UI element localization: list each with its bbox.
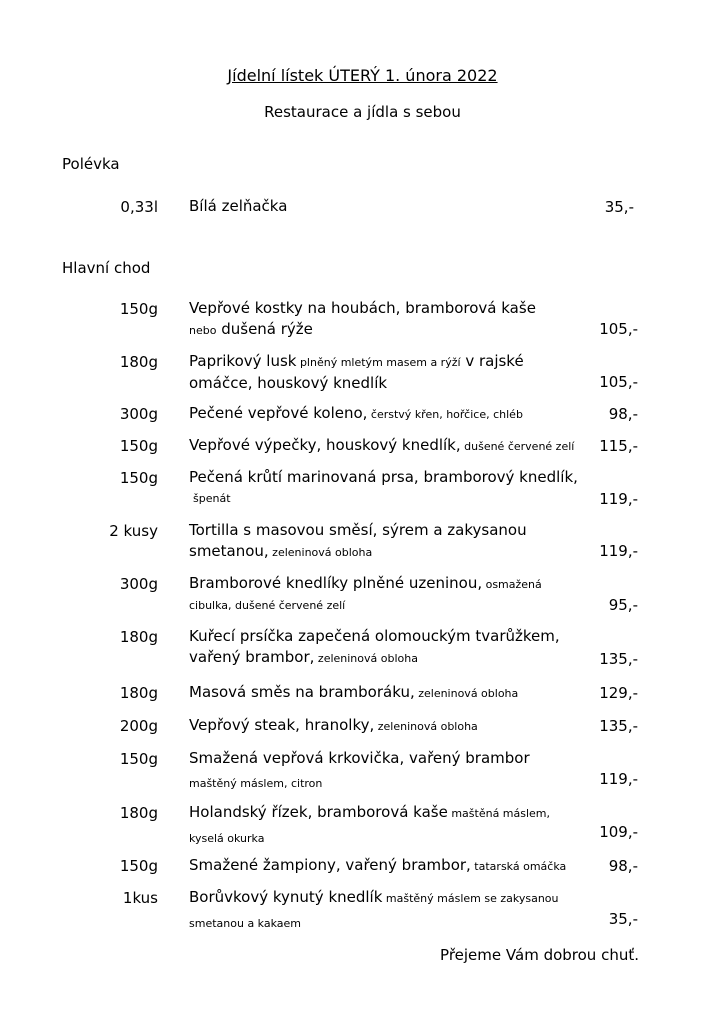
item-name [189, 715, 589, 737]
item-name-note: čerstvý křen, hořčice, chléb [367, 408, 523, 421]
item-name [189, 748, 589, 794]
item-name-main: Vepřové výpečky, houskový knedlík, [189, 436, 461, 454]
item-price: 129,- [599, 684, 638, 702]
item-quantity: 150g [119, 469, 158, 487]
item-name-note: tatarská omáčka [470, 860, 567, 873]
item-name-main: smetanou, [189, 542, 269, 560]
item-name-line2 [189, 541, 589, 563]
item-name-main: Smažená vepřová krkovička, vařený brambor [189, 749, 530, 767]
item-quantity: 200g [119, 717, 158, 735]
item-name-main: vařený brambor, [189, 648, 315, 666]
item-name-note: kyselá okurka [189, 832, 265, 845]
item-name [189, 802, 589, 849]
item-price: 115,- [599, 437, 638, 455]
item-name-main: v rajské [460, 352, 524, 370]
menu-subtitle: Restaurace a jídla s sebou [264, 103, 461, 121]
item-price: 135,- [599, 717, 638, 735]
item-price: 119,- [599, 490, 638, 508]
item-quantity: 150g [119, 857, 158, 875]
item-price: 135,- [599, 650, 638, 668]
item-name-note: maštěná máslem, [447, 807, 551, 820]
item-price: 105,- [599, 320, 638, 338]
item-price: 119,- [599, 542, 638, 560]
item-name [189, 682, 589, 704]
soup-heading: Polévka [62, 155, 120, 173]
item-name-main: Tortilla s masovou směsí, sýrem a zakysanou [189, 521, 527, 539]
item-quantity: 150g [119, 300, 158, 318]
item-name-main: Kuřecí prsíčka zapečená olomouckým tvarůžkem, [189, 627, 560, 645]
item-name: Bílá zelňačka [189, 197, 288, 215]
item-quantity: 180g [119, 628, 158, 646]
item-quantity: 150g [119, 437, 158, 455]
item-name [189, 435, 589, 457]
item-name-note: nebo [189, 324, 217, 337]
item-name-note: zeleninová obloha [374, 720, 478, 733]
item-quantity: 180g [119, 804, 158, 822]
item-name-note: zeleninová obloha [314, 652, 418, 665]
item-name-note: maštěný máslem se zakysanou [382, 892, 559, 905]
item-name [189, 403, 589, 425]
item-price: 105,- [599, 373, 638, 391]
footer-wish: Přejeme Vám dobrou chuť. [440, 946, 639, 964]
item-quantity: 1kus [122, 889, 158, 907]
item-quantity: 180g [119, 353, 158, 371]
item-price: 98,- [608, 405, 638, 423]
item-name-line2 [189, 319, 589, 341]
item-quantity: 150g [119, 750, 158, 768]
item-name-note: špenát [193, 492, 231, 505]
item-name [189, 351, 589, 394]
item-quantity: 2 kusy [109, 522, 158, 540]
item-price: 98,- [608, 857, 638, 875]
item-quantity: 180g [119, 684, 158, 702]
item-name-main: Vepřové kostky na houbách, bramborová kaše [189, 299, 536, 317]
item-name-note: maštěný máslem, citron [189, 777, 323, 790]
item-name-note: osmažená [482, 578, 542, 591]
item-name [189, 520, 589, 563]
main-heading: Hlavní chod [62, 259, 151, 277]
item-name-main: Vepřový steak, hranolky, [189, 716, 375, 734]
item-name-note: zeleninová obloha [268, 546, 373, 559]
item-name-note: smetanou a kakaem [189, 917, 301, 930]
item-quantity: 0,33l [120, 198, 158, 216]
item-price: 109,- [599, 823, 638, 841]
item-name-note: plněný mletým masem a rýží [296, 356, 461, 369]
item-name-note: cibulka, dušené červené zelí [189, 599, 346, 612]
item-name [189, 573, 589, 616]
item-price: 35,- [608, 910, 638, 928]
item-price: 35,- [604, 198, 634, 216]
item-name-main: Bramborové knedlíky plněné uzeninou, [189, 574, 483, 592]
item-name-main: Holandský řízek, bramborová kaše [189, 803, 448, 821]
item-name [189, 887, 589, 934]
item-quantity: 300g [119, 575, 158, 593]
item-quantity: 300g [119, 405, 158, 423]
item-name-line2: omáčce, houskový knedlík [189, 374, 388, 392]
item-price: 95,- [608, 596, 638, 614]
item-name [189, 467, 589, 509]
item-name-main: Smažené žampiony, vařený brambor, [189, 856, 471, 874]
item-name [189, 298, 589, 341]
item-name-main: Masová směs na bramboráku, [189, 683, 415, 701]
item-name-main: Pečené vepřové koleno, [189, 404, 368, 422]
item-name [189, 855, 589, 877]
item-name-main: Borůvkový kynutý knedlík [189, 888, 383, 906]
item-name-note: dušené červené zelí [460, 440, 575, 453]
item-price: 119,- [599, 770, 638, 788]
item-name-main: Paprikový lusk [189, 352, 297, 370]
item-name [189, 626, 589, 669]
item-name-note: zeleninová obloha [414, 687, 519, 700]
item-name-main: dušená rýže [216, 320, 313, 338]
item-name-main: Pečená krůtí marinovaná prsa, bramborový knedlík, [189, 468, 578, 486]
menu-title: Jídelní lístek ÚTERÝ 1. února 2022 [227, 66, 498, 85]
item-name-line2 [189, 647, 589, 669]
